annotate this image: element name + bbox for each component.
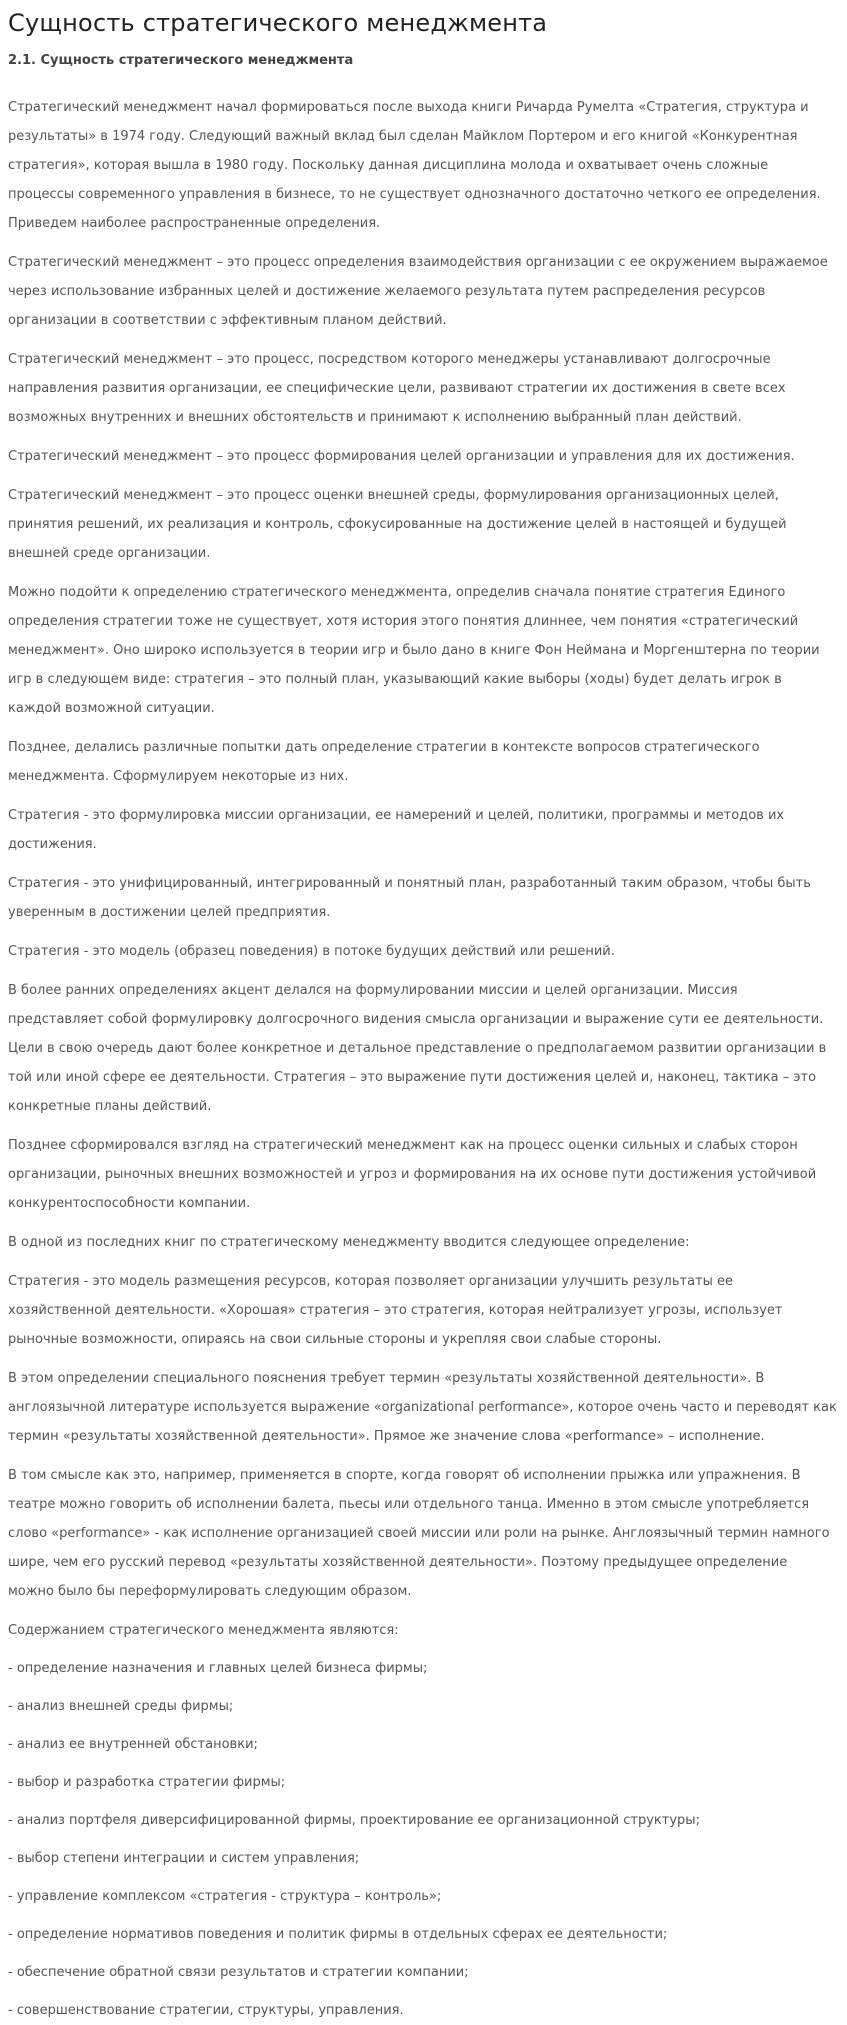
page-title: Сущность стратегического менеджмента bbox=[8, 9, 548, 37]
paragraph: Стратегический менеджмент – это процесс определения взаимодействия организации с ее окружением выражаемое через использование избранных целей и достижение желаемого результата путем распределения ресурсов организации в соответствии с эффективным планом действий. bbox=[8, 255, 828, 328]
list-item: - совершенствование стратегии, структуры, управления. bbox=[8, 2003, 404, 2018]
list-item: - анализ портфеля диверсифицированной фирмы, проектирование ее организационной структуры; bbox=[8, 1813, 700, 1828]
list-item: - определение нормативов поведения и политик фирмы в отдельных сферах ее деятельности; bbox=[8, 1927, 668, 1942]
list-item: - анализ ее внутренней обстановки; bbox=[8, 1737, 258, 1752]
list-item: - выбор степени интеграции и систем управления; bbox=[8, 1851, 360, 1866]
section-subtitle: 2.1. Сущность стратегического менеджмента bbox=[8, 53, 354, 68]
list-item: - управление комплексом «стратегия - структура – контроль»; bbox=[8, 1889, 442, 1904]
paragraph: Можно подойти к определению стратегического менеджмента, определив сначала понятие стратегия Единого определения стратегии тоже не существует, хотя история этого понятия длиннее, чем понятия «стратегический менеджмент». Оно широко используется в теории игр и было дано в книге Фон Неймана и Моргенштерна по теории игр в следующем виде: стратегия – это полный план, указывающий какие выборы (ходы) будет делать игрок в каждой возможной ситуации. bbox=[8, 585, 820, 716]
paragraph: В этом определении специального пояснения требует термин «результаты хозяйственной деятельности». В англоязычной литературе используется выражение «organizational performance», которое очень часто и переводят как термин «результаты хозяйственной деятельности». Прямое же значение слова «performance» – исполнение. bbox=[8, 1371, 837, 1444]
paragraph: Позднее сформировался взгляд на стратегический менеджмент как на процесс оценки сильных и слабых сторон организации, рыночных внешних возможностей и угроз и формирования на их основе пути достижения устойчивой конкурентоспособности компании. bbox=[8, 1138, 817, 1211]
list-item: - определение назначения и главных целей бизнеса фирмы; bbox=[8, 1661, 428, 1676]
paragraph: Стратегия - это унифицированный, интегрированный и понятный план, разработанный таким образом, чтобы быть уверенным в достижении целей предприятия. bbox=[8, 876, 811, 920]
paragraph: Стратегический менеджмент – это процесс оценки внешней среды, формулирования организационных целей, принятия решений, их реализация и контроль, сфокусированные на достижение целей в настоящей и будущей внешней среде организации. bbox=[8, 488, 787, 561]
paragraph: Стратегия - это формулировка миссии организации, ее намерений и целей, политики, программы и методов их достижения. bbox=[8, 808, 785, 852]
paragraph: В более ранних определениях акцент делался на формулировании миссии и целей организации. Миссия представляет собой формулировку долгосрочного видения смысла организации и выражение сути ее деятельности. Цели в свою очередь дают более конкретное и детальное представление о предполагаемом развитии организации в той или иной сфере ее деятельности. Стратегия – это выражение пути достижения целей и, наконец, тактика – это конкретные планы действий. bbox=[8, 983, 827, 1114]
paragraph: Стратегический менеджмент начал формироваться после выхода книги Ричарда Румелта «Стратегия, структура и результаты» в 1974 году. Следующий важный вклад был сделан Майклом Портером и его книгой «Конкурентная стратегия», которая вышла в 1980 году. Поскольку данная дисциплина молода и охватывает очень сложные процессы современного управления в бизнесе, то не существует однозначного достаточно четкого ее определения. Приведем наиболее распространенные определения. bbox=[8, 100, 821, 231]
list-item: - анализ внешней среды фирмы; bbox=[8, 1699, 234, 1714]
paragraph: Стратегия - это модель (образец поведения) в потоке будущих действий или решений. bbox=[8, 944, 615, 959]
paragraph: Стратегия - это модель размещения ресурсов, которая позволяет организации улучшить результаты ее хозяйственной деятельности. «Хорошая» стратегия – это стратегия, которая нейтрализует угрозы, использует рыночные возможности, опираясь на свои сильные стороны и укрепляя свои слабые стороны. bbox=[8, 1274, 783, 1347]
paragraph: Позднее, делались различные попытки дать определение стратегии в контексте вопросов стратегического менеджмента. Сформулируем некоторые из них. bbox=[8, 740, 760, 784]
paragraph: Стратегический менеджмент – это процесс формирования целей организации и управления для их достижения. bbox=[8, 449, 795, 464]
paragraph: Стратегический менеджмент – это процесс, посредством которого менеджеры устанавливают долгосрочные направления развития организации, ее специфические цели, развивают стратегии их достижения в свете всех возможных внутренних и внешних обстоятельств и принимают к исполнению выбранный план действий. bbox=[8, 352, 786, 425]
list-intro: Содержанием стратегического менеджмента являются: bbox=[8, 1623, 399, 1638]
paragraph: В одной из последних книг по стратегическому менеджменту вводится следующее определение: bbox=[8, 1235, 690, 1250]
list-item: - выбор и разработка стратегии фирмы; bbox=[8, 1775, 286, 1790]
list-item: - обеспечение обратной связи результатов и стратегии компании; bbox=[8, 1965, 469, 1980]
paragraph: В том смысле как это, например, применяется в спорте, когда говорят об исполнении прыжка или упражнения. В театре можно говорить об исполнении балета, пьесы или отдельного танца. Именно в этом смысле употребляется слово «performance» - как исполнение организацией своей миссии или роли на рынке. Англоязычный термин намного шире, чем его русский перевод «результаты хозяйственной деятельности». Поэтому предыдущее определение можно было бы переформулировать следующим образом. bbox=[8, 1468, 830, 1599]
